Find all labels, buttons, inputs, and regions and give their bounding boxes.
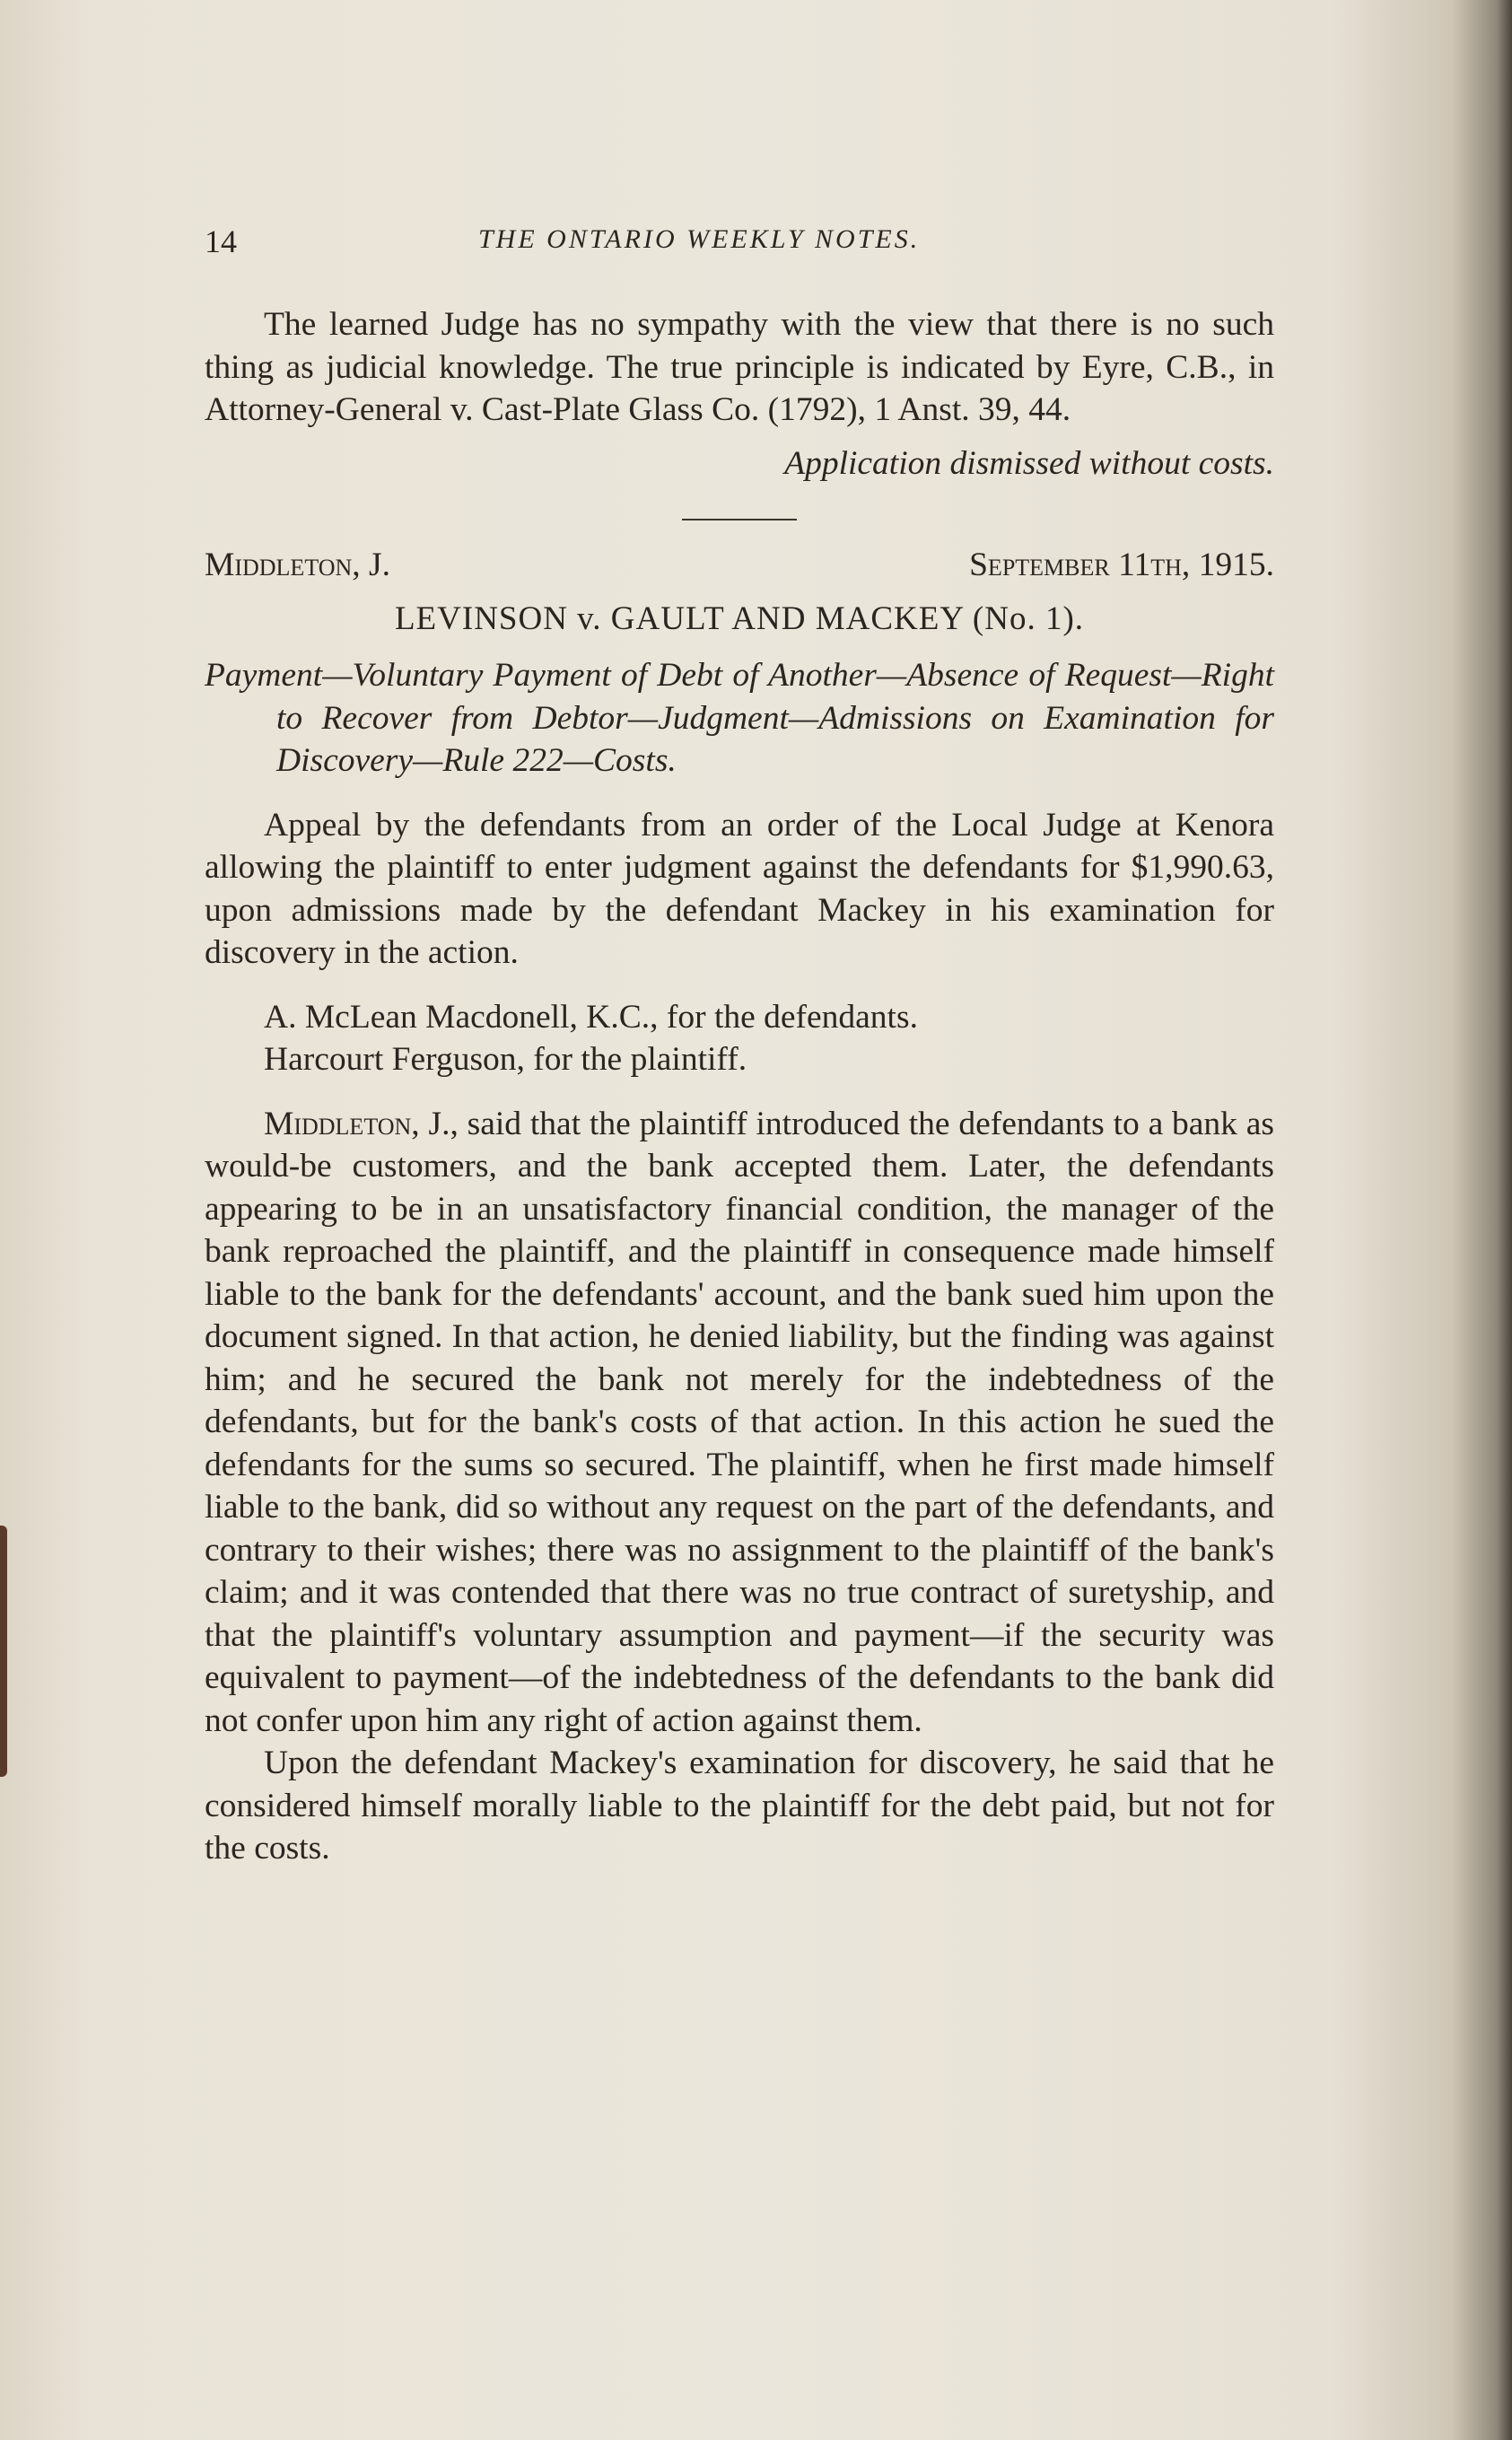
catchwords: Payment—Voluntary Payment of Debt of Another—Absence of Request—Right to Recover from Debtor—Judgment—Admissions on Examination for Discovery—Rule 222—Costs. — [205, 657, 1274, 779]
counsel-list — [205, 996, 1274, 1081]
judgment-paragraph-2: Upon the defendant Mackey's examination for discovery, he said that he considered himself morally liable to the plaintiff for the debt paid, but not for the costs. — [205, 1745, 1274, 1867]
judge-name: Middleton, J. — [205, 547, 391, 583]
case-title: LEVINSON v. GAULT AND MACKEY (No. 1). — [394, 599, 1085, 637]
page-body — [205, 303, 1274, 1870]
disposition: Application dismissed without costs. — [784, 444, 1274, 482]
running-title: THE ONTARIO WEEKLY NOTES. — [478, 224, 921, 254]
decision-date: September 11th, 1915. — [969, 547, 1274, 583]
page-edge-shadow — [0, 1526, 7, 1777]
page-header — [205, 223, 1281, 258]
appeal-paragraph: Appeal by the defendants from an order of the Local Judge at Kenora allowing the plaintiff to enter judgment against the defendants for $1,990.63, upon admissions made by the defendant Mackey in his examination for discovery in the action. — [205, 806, 1274, 971]
judgment-paragraph — [205, 1103, 1274, 1743]
judgment-text: said that the plaintiff introduced the defendants to a bank as would-be customers, and the bank accepted them. Later, the defendants appearing to be in an unsatisfactory financial condition, the manager of the bank reproached the plaintiff, and the plaintiff in consequence made himself liable to the bank for the defendants' account, and the bank sued him upon the document signed. In that action, he denied liability, but the finding was against him; and he secured the bank not merely for the indebtedness of the defendants, but for the bank's costs of that action. In this action he sued the defendants for the sums so secured. The plaintiff, when he first made himself liable to the bank, did so without any request on the part of the defendants, and contrary to their wishes; there was no assignment to the plaintiff of the bank's claim; and it was contended that there was no true contract of suretyship, and that the plaintiff's voluntary assumption and payment—if the security was equivalent to payment—of the indebtedness of the defendants to the bank did not confer upon him any right of action against them. — [205, 1105, 1274, 1739]
dateline — [205, 544, 1274, 587]
counsel-defendants: A. McLean Macdonell, K.C., for the defendants. — [264, 998, 918, 1036]
page-number: 14 — [205, 223, 237, 259]
counsel-plaintiff: Harcourt Ferguson, for the plaintiff. — [264, 1041, 747, 1078]
section-divider — [682, 519, 797, 520]
previous-case-paragraph: The learned Judge has no sympathy with the view that there is no such thing as judicial knowledge. The true principle is indicated by Eyre, C.B., in Attorney-General v. Cast-Plate Glass Co. (1792), 1 Anst. 39, 44. — [205, 306, 1274, 428]
judgment-judge: Middleton, J., — [264, 1105, 459, 1142]
